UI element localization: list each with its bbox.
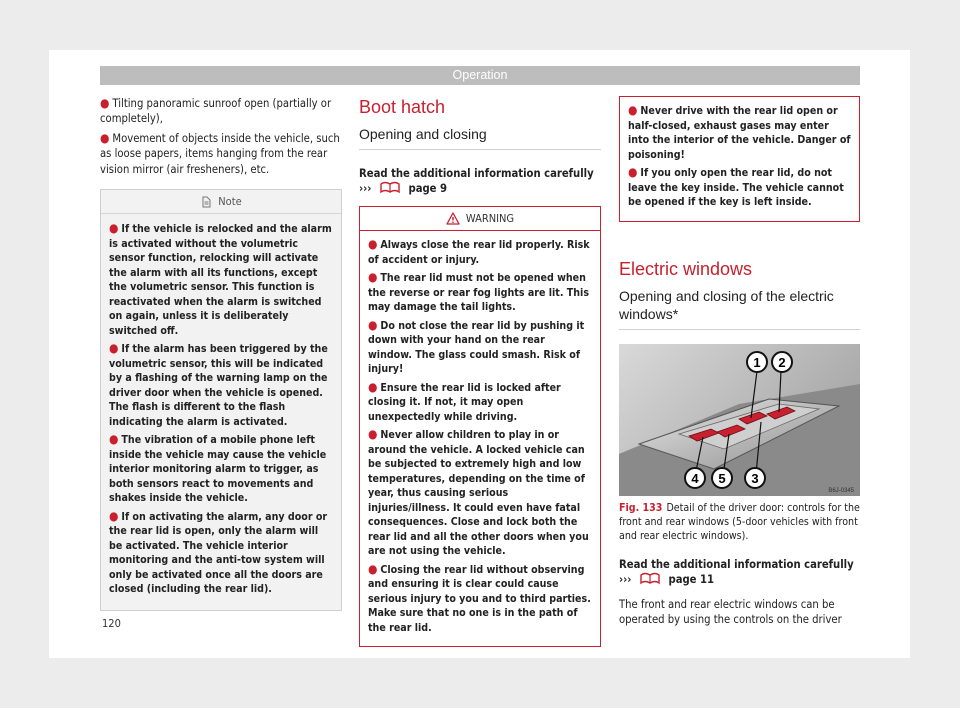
subsection-title: Opening and closing: [359, 125, 601, 150]
note-item: ● If the alarm has been triggered by the volumetric sensor, this will be indicated by a flashing of the warning lamp on the driver door when the vehicle is opened. The flash is different to the flash indicating the alarm is activated.: [109, 341, 328, 428]
readmore-link[interactable]: Read the additional information carefully ››› page 11: [619, 557, 854, 586]
bullet-icon: ●: [100, 96, 110, 110]
column-left: [100, 96, 342, 611]
bullet-icon: ●: [100, 130, 110, 145]
warning-item: ● If you only open the rear lid, do not leave the key inside. The vehicle cannot be opened if the key is left inside.: [628, 165, 844, 208]
svg-text:4: 4: [691, 470, 699, 486]
figure-code: B6J-0345: [828, 487, 854, 494]
callout-4: [685, 468, 705, 488]
readmore-link[interactable]: Read the additional information carefully ››› page 9: [359, 167, 594, 195]
callout-3: [745, 468, 765, 488]
list-item: ● Movement of objects inside the vehicle, such as loose papers, items hanging from the rear vision mirror (air fresheners), etc.: [100, 130, 340, 176]
subsection-title: Opening and closing of the electric windows*: [619, 287, 860, 330]
warning-item: ● The rear lid must not be opened when the reverse or rear fog lights are lit. This may damage the tail lights.: [368, 270, 589, 313]
warning-item: ● Closing the rear lid without observing and ensuring it is clear could cause serious injury to you and to third parties. Make sure that no one is in the path of the rear lid.: [368, 561, 591, 634]
warning-item: ● Never allow children to play in or around the vehicle. A locked vehicle can be subjected to extremely high and low temperatures, depending on the time of year, thus causing serious injuries/illness. It could even have fatal consequences. Close and lock both the rear lid and all the other doors when you are not using the vehicle.: [368, 427, 589, 557]
svg-text:5: 5: [718, 470, 726, 486]
note-box: [100, 189, 342, 611]
body-paragraph: The front and rear electric windows can be operated by using the controls on the driver: [619, 597, 842, 626]
note-item: ● If the vehicle is relocked and the alarm is activated without the volumetric sensor function, relocking will activate the alarm with all its functions, except the volumetric sensor. This function is reactivated when the alarm is switched on again, unless it is deliberately switched off.: [109, 221, 332, 337]
warning-item: ● Do not close the rear lid by pushing it down with your hand on the rear window. The glass could smash. Risk of injury!: [368, 317, 585, 375]
section-title: Electric windows: [619, 258, 753, 279]
note-item: ● The vibration of a mobile phone left inside the vehicle may cause the vehicle interior monitoring alarm to trigger, as both sensors react to movements and shakes inside the vehicle.: [109, 432, 327, 505]
warning-heading: WARNING: [360, 207, 600, 231]
warning-box-continued: [619, 96, 860, 222]
callout-5: [712, 468, 732, 488]
svg-text:1: 1: [753, 354, 761, 370]
figure-window-controls: [619, 344, 860, 496]
note-heading: Note: [101, 190, 341, 214]
callout-2: [772, 352, 792, 372]
book-icon: [379, 181, 401, 194]
window-controls-image: [619, 344, 860, 496]
svg-text:2: 2: [778, 354, 786, 370]
note-item: ● If on activating the alarm, any door or the rear lid is open, only the alarm will be activated. The vehicle interior monitoring and the anti-tow system will only be activated once all the doors are closed (including the rear lid).: [109, 508, 328, 596]
callout-1: [747, 352, 767, 372]
warning-item: ● Never drive with the rear lid open or half-closed, exhaust gases may enter into the interior of the vehicle. Danger of poisoning!: [628, 103, 851, 161]
warning-item: ● Always close the rear lid properly. Risk of accident or injury.: [368, 237, 590, 266]
column-middle: [359, 96, 601, 647]
list-item: ● Tilting panoramic sunroof open (partially or completely),: [100, 96, 332, 126]
warning-icon: [446, 212, 460, 225]
column-right: [619, 96, 860, 627]
warning-box: [359, 206, 601, 647]
figure-caption: Fig. 133 Detail of the driver door: controls for the front and rear windows (5-door vehicles with front and rear electric windows).: [619, 501, 860, 542]
book-icon: [639, 572, 661, 585]
svg-text:3: 3: [751, 470, 759, 486]
info-icon: [200, 196, 212, 208]
page-number: 120: [102, 617, 121, 630]
section-title: Boot hatch: [359, 97, 446, 117]
page-header: Operation: [100, 66, 860, 85]
warning-item: ● Ensure the rear lid is locked after closing it. If not, it may open unexpectedly while driving.: [368, 379, 561, 423]
